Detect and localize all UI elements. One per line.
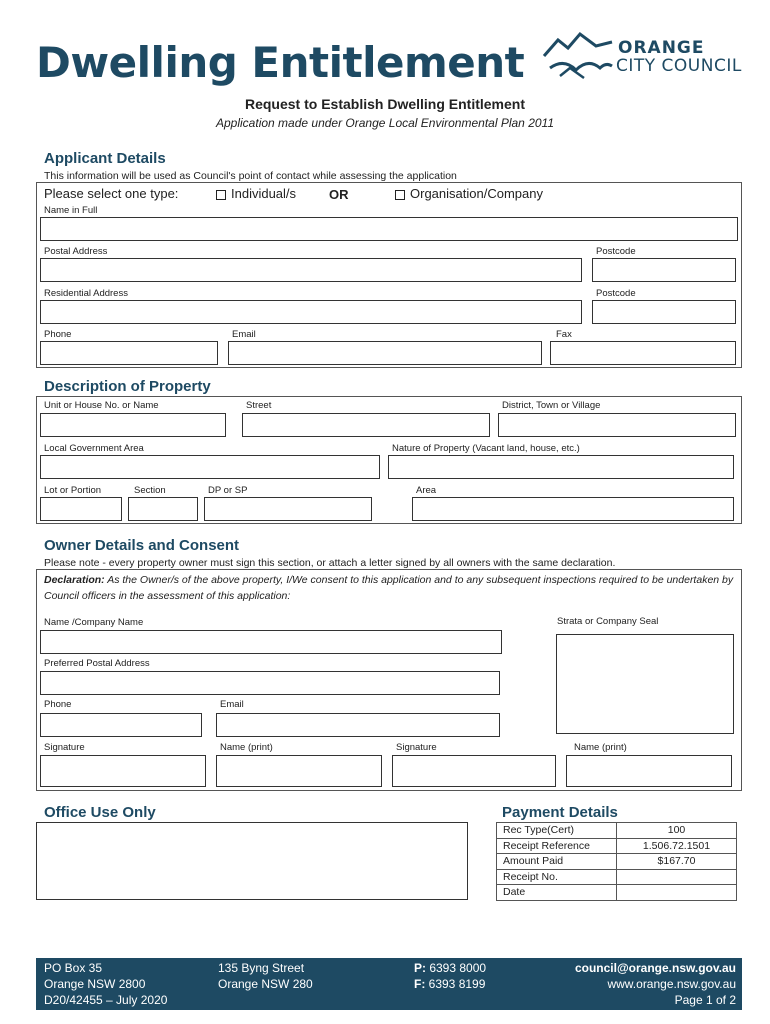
- payment-row: [497, 823, 737, 839]
- owner-section-title: Owner Details and Consent: [44, 537, 240, 554]
- name-print1-field[interactable]: [216, 755, 382, 787]
- lot-field[interactable]: [40, 497, 122, 521]
- owner-email-label: Email: [220, 699, 244, 710]
- footer-po-box: PO Box 35: [44, 961, 103, 975]
- organisation-checkbox[interactable]: [395, 190, 405, 200]
- applicant-note: This information will be used as Council's point of contact while assessing the application: [44, 170, 457, 182]
- nature-label: Nature of Property (Vacant land, house, etc.): [392, 443, 580, 454]
- fax-field[interactable]: [550, 341, 736, 365]
- footer-orange: Orange NSW 2800: [44, 977, 146, 991]
- name-print2-label: Name (print): [574, 742, 627, 753]
- footer-fax: [414, 976, 485, 992]
- footer-email-link[interactable]: council@orange.nsw.gov.au: [574, 961, 736, 975]
- office-use-box[interactable]: [36, 822, 468, 900]
- footer-fax-label: F:: [414, 977, 426, 991]
- district-field[interactable]: [498, 413, 736, 437]
- payment-row: [497, 869, 737, 885]
- declaration-text: [44, 572, 734, 604]
- dp-label: DP or SP: [208, 485, 248, 496]
- form-legal-basis: Application made under Orange Local Environmental Plan 2011: [216, 116, 554, 130]
- payment-key: Amount Paid: [497, 854, 617, 870]
- footer-page-number: Page 1 of 2: [674, 993, 736, 1007]
- owner-postal-field[interactable]: [40, 671, 500, 695]
- postal-postcode-field[interactable]: [592, 258, 736, 282]
- footer-phone: [414, 960, 486, 976]
- declaration-body: As the Owner/s of the above property, I/We consent to this application and to any subsequent inspections required to be undertaken by Council officers in the assessment of this application:: [44, 574, 734, 602]
- unit-label: Unit or House No. or Name: [44, 400, 159, 411]
- nature-field[interactable]: [388, 455, 734, 479]
- postal-postcode-label: Postcode: [596, 246, 636, 257]
- office-section-title: Office Use Only: [44, 804, 156, 821]
- postal-address-field[interactable]: [40, 258, 582, 282]
- owner-name-field[interactable]: [40, 630, 502, 654]
- email-field[interactable]: [228, 341, 542, 365]
- name-full-field[interactable]: [40, 217, 738, 241]
- footer-orange2: Orange NSW 280: [218, 977, 313, 991]
- property-section-title: Description of Property: [44, 378, 211, 395]
- page-title: Dwelling Entitlement: [36, 38, 525, 87]
- name-print1-label: Name (print): [220, 742, 273, 753]
- district-label: District, Town or Village: [502, 400, 601, 411]
- email-label: Email: [232, 329, 256, 340]
- footer-phone-value: 6393 8000: [426, 961, 487, 975]
- residential-postcode-label: Postcode: [596, 288, 636, 299]
- owner-postal-label: Preferred Postal Address: [44, 658, 150, 669]
- individual-label: Individual/s: [231, 186, 297, 201]
- payment-value[interactable]: $167.70: [617, 854, 737, 870]
- dp-field[interactable]: [204, 497, 372, 521]
- footer-web-link[interactable]: www.orange.nsw.gov.au: [607, 977, 736, 991]
- payment-row: [497, 854, 737, 870]
- section-label: Section: [134, 485, 166, 496]
- payment-row: [497, 838, 737, 854]
- payment-value[interactable]: [617, 869, 737, 885]
- type-individual-option[interactable]: [216, 186, 296, 201]
- payment-key: Date: [497, 885, 617, 901]
- logo-text-council: CITY COUNCIL: [616, 56, 742, 76]
- postal-address-label: Postal Address: [44, 246, 108, 257]
- signature1-label: Signature: [44, 742, 85, 753]
- area-field[interactable]: [412, 497, 734, 521]
- section-field[interactable]: [128, 497, 198, 521]
- owner-phone-label: Phone: [44, 699, 72, 710]
- footer-bar: [36, 958, 742, 1010]
- logo-text-orange: ORANGE: [618, 38, 705, 58]
- residential-postcode-field[interactable]: [592, 300, 736, 324]
- payment-key: Receipt Reference: [497, 838, 617, 854]
- applicant-section-title: Applicant Details: [44, 150, 166, 167]
- form-subtitle: Request to Establish Dwelling Entitlement: [244, 96, 526, 112]
- payment-table: [496, 822, 737, 901]
- individual-checkbox[interactable]: [216, 190, 226, 200]
- phone-field[interactable]: [40, 341, 218, 365]
- lga-field[interactable]: [40, 455, 380, 479]
- owner-name-label: Name /Company Name: [44, 617, 144, 628]
- payment-value[interactable]: 1.506.72.1501: [617, 838, 737, 854]
- residential-address-field[interactable]: [40, 300, 582, 324]
- payment-section-title: Payment Details: [502, 804, 618, 821]
- street-label: Street: [246, 400, 272, 411]
- footer-phone-label: P:: [414, 961, 426, 975]
- signature2-field[interactable]: [392, 755, 556, 787]
- residential-address-label: Residential Address: [44, 288, 128, 299]
- footer-street: 135 Byng Street: [218, 961, 305, 975]
- phone-label: Phone: [44, 329, 72, 340]
- unit-field[interactable]: [40, 413, 226, 437]
- name-full-label: Name in Full: [44, 205, 98, 216]
- payment-key: Rec Type(Cert): [497, 823, 617, 839]
- declaration-bold: Declaration:: [44, 574, 105, 586]
- payment-row: [497, 885, 737, 901]
- seal-label: Strata or Company Seal: [557, 616, 659, 627]
- owner-email-field[interactable]: [216, 713, 500, 737]
- organisation-label: Organisation/Company: [410, 186, 543, 201]
- payment-key: Receipt No.: [497, 869, 617, 885]
- owner-phone-field[interactable]: [40, 713, 202, 737]
- street-field[interactable]: [242, 413, 490, 437]
- area-label: Area: [416, 485, 437, 496]
- name-print2-field[interactable]: [566, 755, 732, 787]
- signature2-label: Signature: [396, 742, 437, 753]
- seal-box[interactable]: [556, 634, 734, 734]
- fax-label: Fax: [556, 329, 572, 340]
- type-organisation-option[interactable]: [395, 186, 543, 201]
- owner-note: Please note - every property owner must sign this section, or attach a letter signed by all owners with the same declaration.: [44, 557, 616, 569]
- footer-doc-ref: D20/42455 – July 2020: [44, 993, 168, 1007]
- or-label: OR: [329, 187, 349, 202]
- lga-label: Local Government Area: [44, 443, 144, 454]
- footer-fax-value: 6393 8199: [425, 977, 486, 991]
- payment-value[interactable]: 100: [617, 823, 737, 839]
- type-select-label: Please select one type:: [44, 186, 179, 201]
- payment-value[interactable]: [617, 885, 737, 901]
- signature1-field[interactable]: [40, 755, 206, 787]
- lot-label: Lot or Portion: [44, 485, 102, 496]
